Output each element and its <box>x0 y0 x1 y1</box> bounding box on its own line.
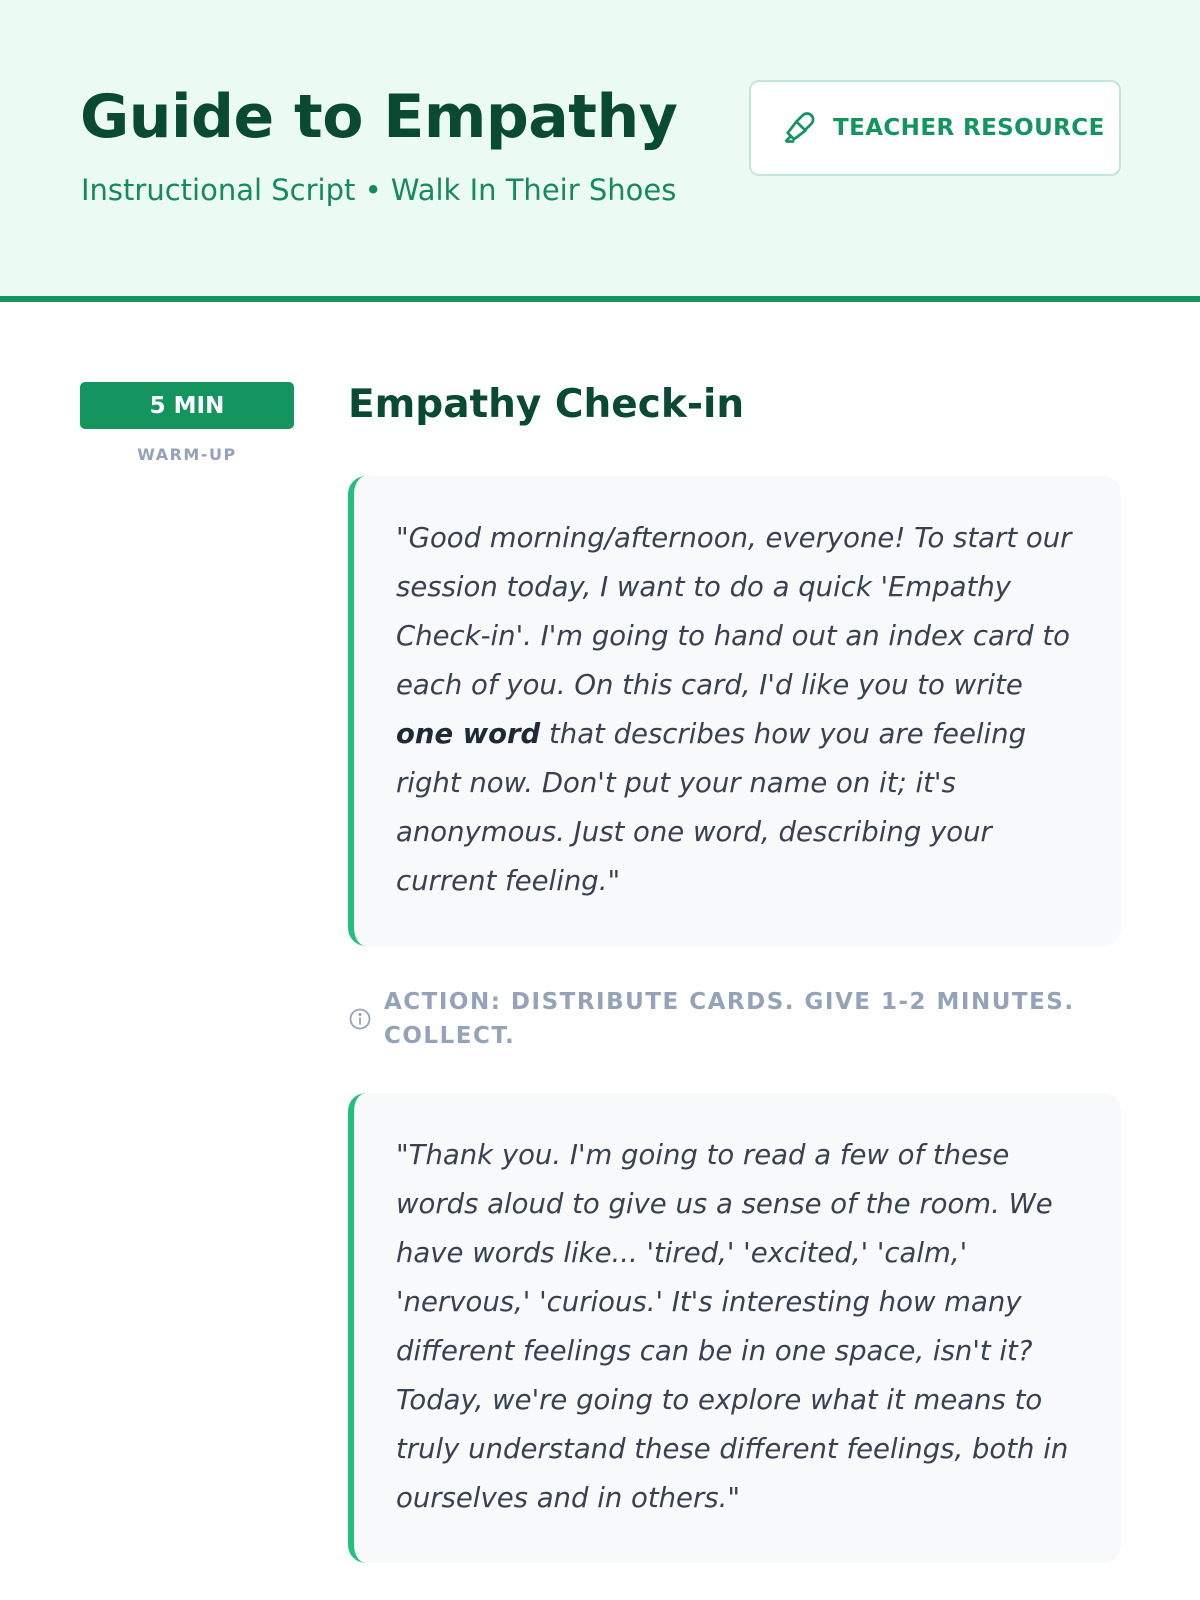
info-icon <box>348 1007 372 1031</box>
section-title: Empathy Check-in <box>348 382 745 427</box>
script-text-before: "Good morning/afternoon, everyone! To start our session today, I want to do a quick 'Empathy Check-in'. I'm going to hand out an index card to each of you. On this card, I'd like you to write <box>396 522 1072 701</box>
script-emphasis: one word <box>396 718 541 750</box>
action-note <box>348 985 1088 1053</box>
page-header <box>0 0 1200 302</box>
badge-label: TEACHER RESOURCE <box>833 115 1105 141</box>
script-block-followup: "Thank you. I'm going to read a few of these words aloud to give us a sense of the room. We have words like... 'tired,' 'excited,' 'calm,' 'nervous,' 'curious.' It's interesting how many different feelings can be in one space, isn't it? Today, we're going to explore what it means to truly understand these different feelings, both in ourselves and in others." <box>348 1093 1121 1563</box>
teacher-resource-badge[interactable] <box>749 80 1121 176</box>
microphone-icon <box>781 110 817 146</box>
action-text: ACTION: DISTRIBUTE CARDS. GIVE 1-2 MINUTES. COLLECT. <box>384 989 1075 1049</box>
script-block-intro <box>348 476 1121 946</box>
duration-badge: 5 MIN <box>80 382 294 429</box>
page-subtitle: Instructional Script • Walk In Their Shoes <box>81 173 677 207</box>
phase-label: WARM-UP <box>137 445 237 464</box>
script-text-after: that describes how you are feeling right now. Don't put your name on it; it's anonymous. Just one word, describing your current feeling." <box>396 718 1027 897</box>
page-title: Guide to Empathy <box>80 82 678 152</box>
